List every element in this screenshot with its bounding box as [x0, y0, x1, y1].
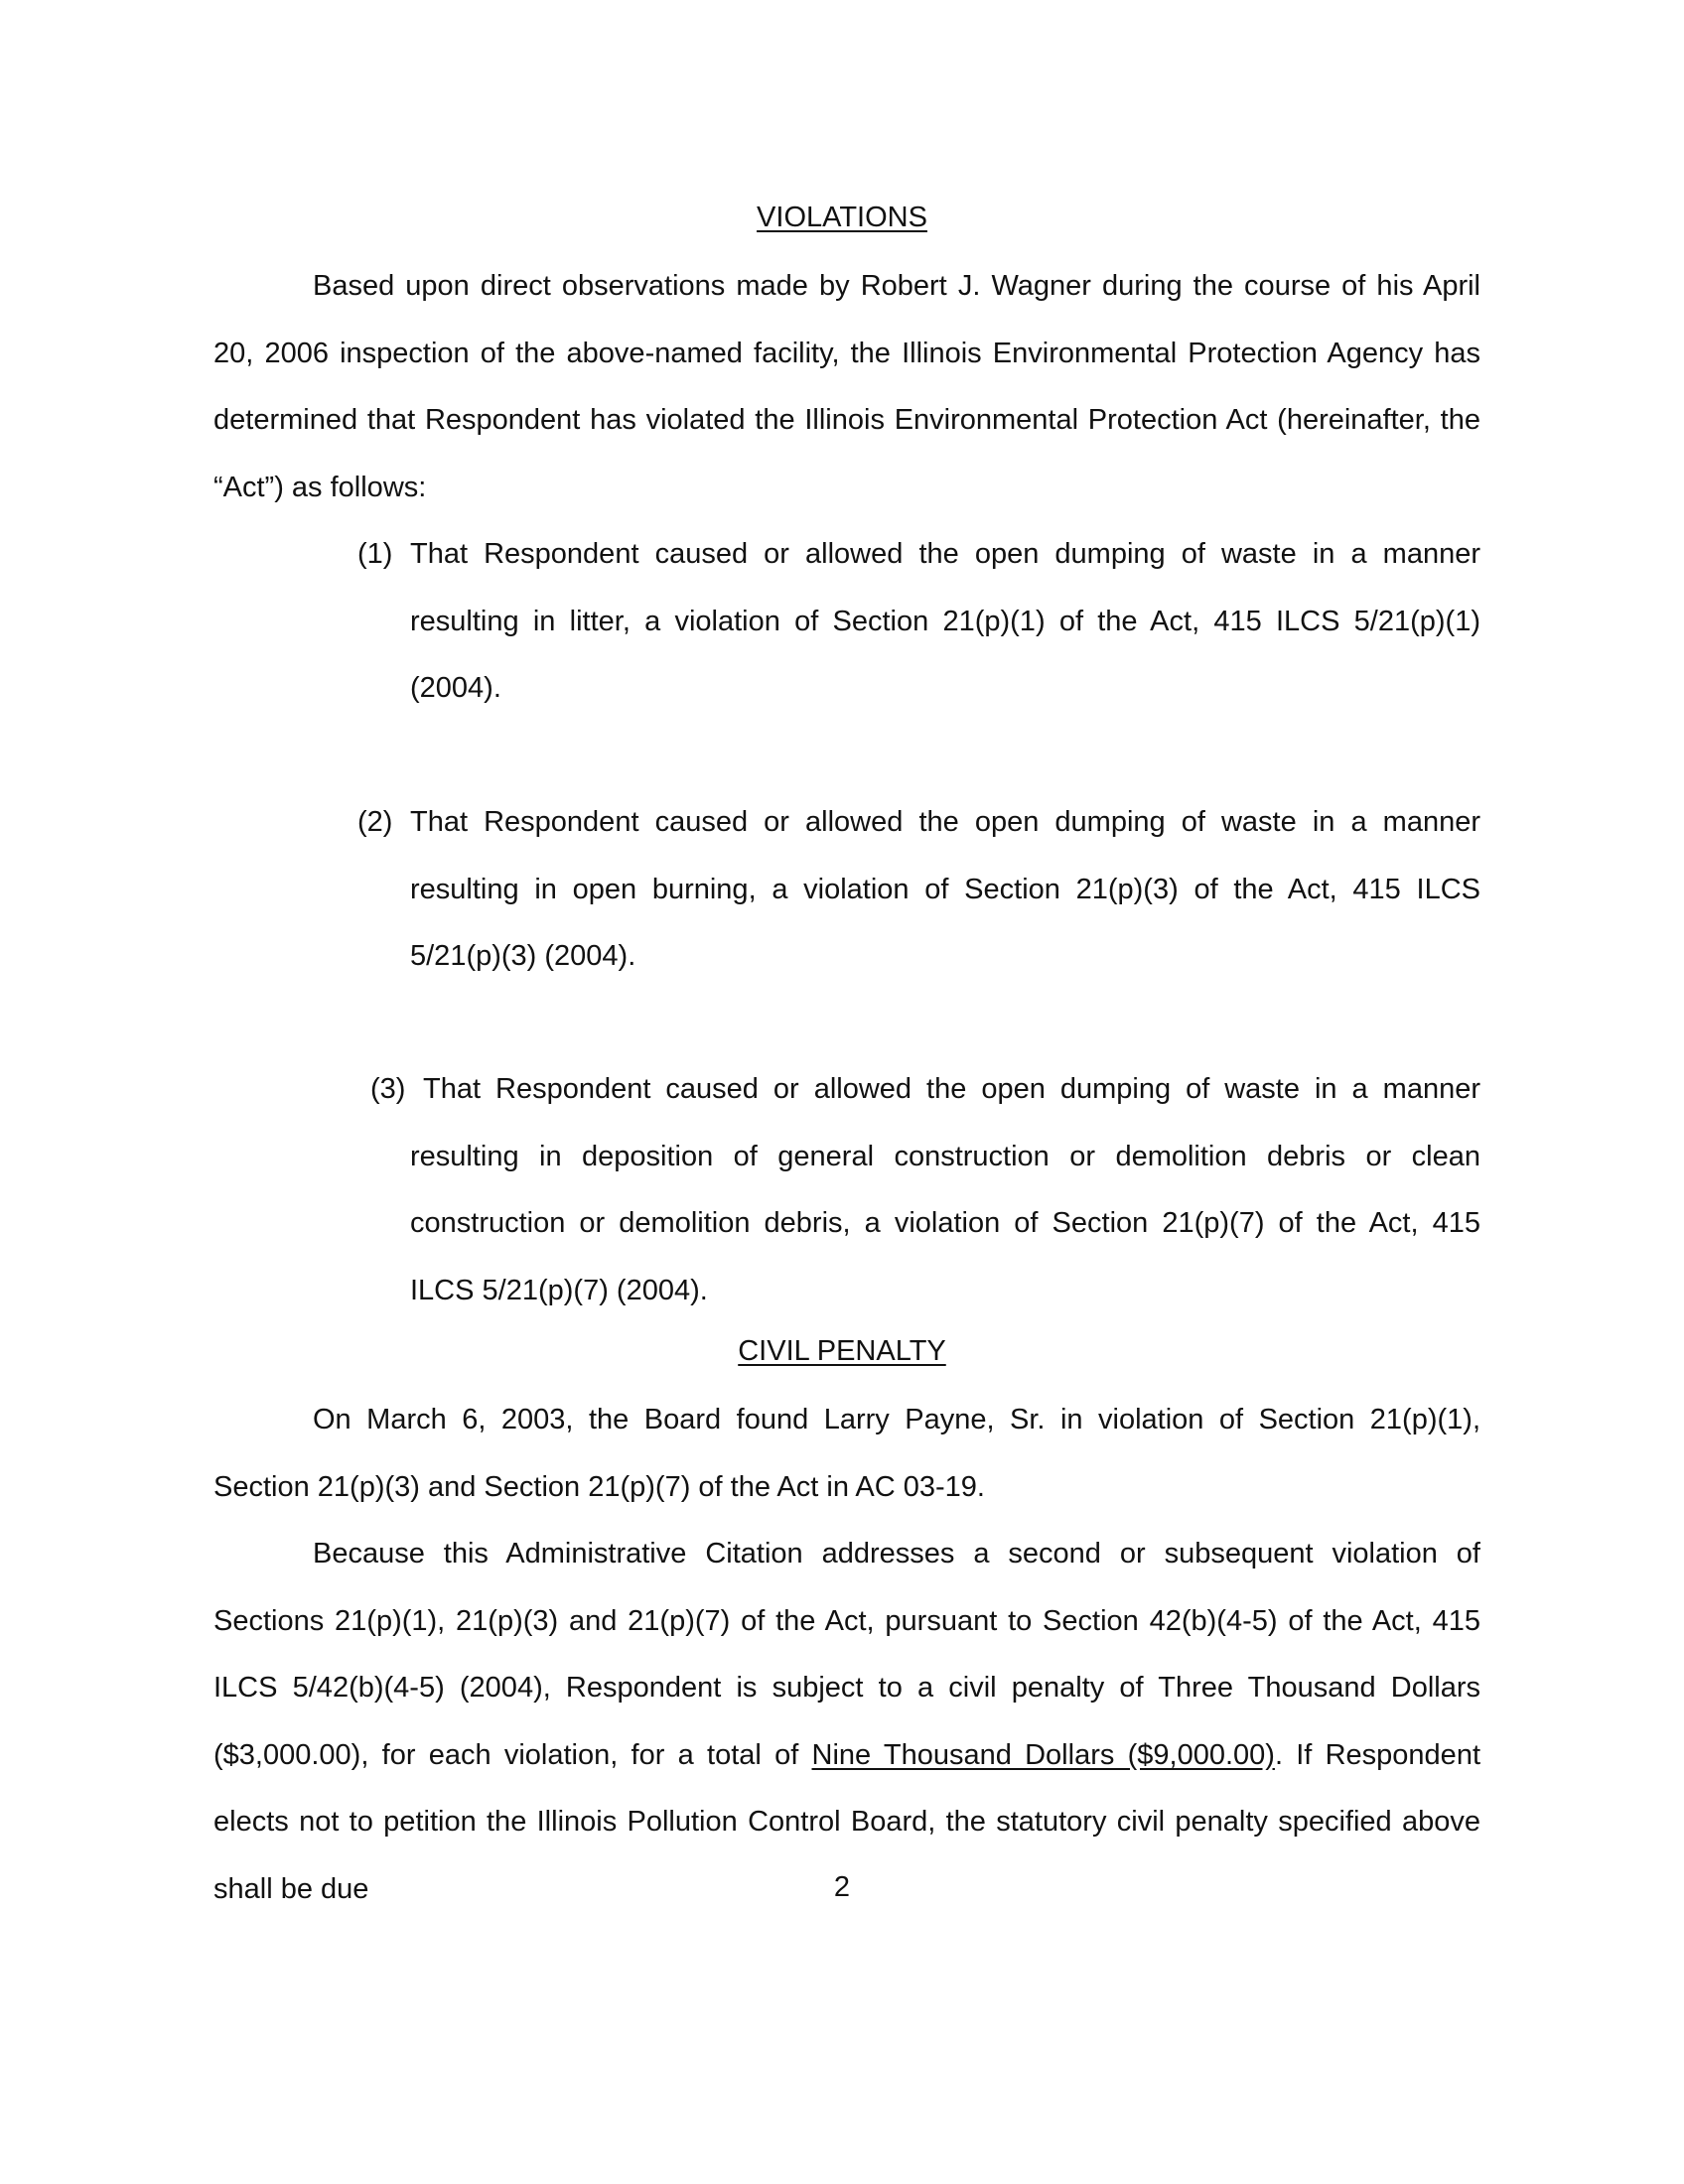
violations-heading: VIOLATIONS — [757, 202, 927, 233]
violation-item-number: (1) — [357, 538, 393, 570]
violation-item-2 — [357, 789, 1480, 991]
violation-item-text: That Respondent caused or allowed the open dumping of waste in a manner resulting in litter, a violation of Section 21(p)(1) of the Act, 415 ILCS 5/21(p)(1) (2004). — [410, 538, 1480, 704]
violation-item-text: That Respondent caused or allowed the open dumping of waste in a manner resulting in deposition of general construction or demolition debris or clean construction or demolition debris, a violation of Section 21(p)(7) of the Act, 415 ILCS 5/21(p)(7) (2004). — [410, 1073, 1480, 1306]
violation-item-number: (2) — [357, 806, 393, 838]
penalty-text-after: . If Respondent elects not to petition the Illinois Pollution Control Board, the statutory civil penalty specified above shall be due — [213, 1738, 1480, 1905]
violation-item-number: (3) — [370, 1073, 406, 1105]
penalty-total-amount: Nine Thousand Dollars ($9,000.00) — [811, 1738, 1275, 1771]
violations-intro-paragraph: Based upon direct observations made by Robert J. Wagner during the course of his April 20, 2006 inspection of the above-named facility, the Illinois Environmental Protection Agency has determined that Respondent has violated the Illinois Environmental Protection Act (hereinafter, the “Act”) as follows: — [213, 270, 1480, 503]
violation-item-3 — [370, 1056, 1480, 1324]
violation-item-1 — [357, 521, 1480, 723]
civil-penalty-heading: CIVIL PENALTY — [738, 1335, 946, 1367]
violation-item-text: That Respondent caused or allowed the open dumping of waste in a manner resulting in open burning, a violation of Section 21(p)(3) of the Act, 415 ILCS 5/21(p)(3) (2004). — [410, 806, 1480, 972]
civil-penalty-paragraph-2 — [213, 1521, 1480, 1923]
page-number: 2 — [833, 1871, 851, 1903]
civil-penalty-paragraph-1: On March 6, 2003, the Board found Larry Payne, Sr. in violation of Section 21(p)(1), Section 21(p)(3) and Section 21(p)(7) of the Act in AC 03-19. — [213, 1404, 1480, 1503]
penalty-text-before: Because this Administrative Citation addresses a second or subsequent violation of Sections 21(p)(1), 21(p)(3) and 21(p)(7) of the Act, pursuant to Section 42(b)(4-5) of the Act, 415 ILCS 5/42(b)(4-5) (2004), Respondent is subject to a civil penalty of Three Thousand Dollars ($3,000.00), for each violation, for a total of — [213, 1538, 1480, 1771]
